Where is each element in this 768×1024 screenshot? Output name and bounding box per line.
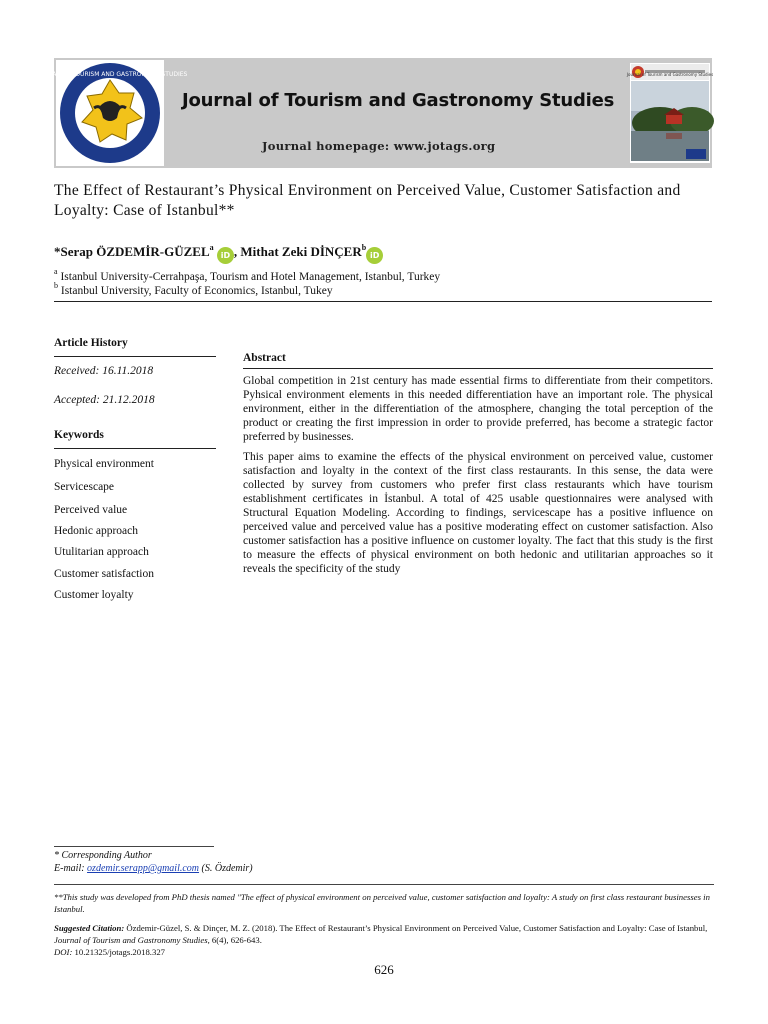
footnote-rule xyxy=(54,846,214,847)
email-line xyxy=(54,863,253,874)
affiliation-b xyxy=(54,281,333,297)
abstract-paragraph: This paper aims to examine the effects of the physical environment on perceived value, customer satisfaction and loyalty in the context of the first class restaurants. In this sense, the data were collected by survey from customers who prefer first class restaurants which have tourism establishment certificates in İstanbul. A total of 425 usable questionnaires were analysed with Structural Equation Modeling. According to findings, servicescape has a positive influence on perceived value and perceived value has a positive moderating effect on customer satisfaction. Also customer satisfaction has a positive influence on customer loyalty. The fact that this study is the first to measure the effects of physical environment on both hedonic and utilitarian approaches so it reveals the specificity of the study xyxy=(243,451,713,575)
received-date: Received: 16.11.2018 xyxy=(54,365,154,377)
email-owner: (S. Özdemir) xyxy=(199,863,253,874)
email-link[interactable]: ozdemir.serapp@gmail.com xyxy=(87,863,200,874)
doi-label: DOI: xyxy=(54,947,75,957)
keyword-item: Perceived value xyxy=(54,504,128,516)
keyword-item: Customer loyalty xyxy=(54,589,134,601)
abstract-paragraph: Global competition in 21st century has made essential firms to differentiate from their competitors. Pyhsical environment elements in this needed differentiation have an important role. The physical environment, either in the differentiation of the atmosphere, changing the total perception of the product or creating the first impression in order to provide preferred, has become a strategic factor preferred by businesses. xyxy=(243,375,713,443)
author-list xyxy=(54,243,383,264)
doi-value[interactable]: 10.21325/jotags.2018.327 xyxy=(74,947,166,957)
citation-authors: Özdemir-Güzel, S. & Dinçer, M. Z. (2018). The Effect of Restaurant’s Physical Environment on Perceived Value, Customer Satisfaction and Loyalty: Case of Istanbul, xyxy=(126,923,708,933)
affiliation-marker: b xyxy=(54,281,58,290)
abstract-rule xyxy=(243,368,713,369)
affiliation-marker: a xyxy=(209,243,214,252)
orcid-icon[interactable]: iD xyxy=(366,247,383,264)
journal-title: Journal of Tourism and Gastronomy Studies xyxy=(182,90,615,111)
keywords-heading: Keywords xyxy=(54,429,104,441)
journal-logo xyxy=(32,60,188,166)
affiliation-marker: a xyxy=(54,267,58,276)
email-label: E-mail: xyxy=(54,863,88,874)
affiliation-text: Istanbul University, Faculty of Economics, Istanbul, Tukey xyxy=(60,285,333,297)
corresponding-author-note: * Corresponding Author xyxy=(54,850,152,861)
footer-rule xyxy=(54,884,714,885)
author-name: Mithat Zeki DİNÇER xyxy=(240,244,362,259)
citation-label: Suggested Citation: xyxy=(54,923,127,933)
accepted-date: Accepted: 21.12.2018 xyxy=(54,394,155,406)
keyword-item: Hedonic approach xyxy=(54,525,138,537)
citation-journal: Journal of Tourism and Gastronomy Studies xyxy=(54,935,208,945)
keywords-rule xyxy=(54,448,216,449)
svg-text:Journal of Tourism and Gastron: Journal of Tourism and Gastronomy Studies xyxy=(626,72,714,77)
section-divider xyxy=(54,301,712,302)
citation-tail: , 6(4), 626-643. xyxy=(207,935,262,945)
keyword-item: Servicescape xyxy=(54,481,115,493)
suggested-citation xyxy=(54,922,716,958)
journal-homepage[interactable]: Journal homepage: www.jotags.org xyxy=(262,139,496,153)
article-title: The Effect of Restaurant’s Physical Environment on Perceived Value, Customer Satisfaction and Loyalty: Case of Istanbul** xyxy=(54,182,681,219)
history-rule xyxy=(54,356,216,357)
keyword-item: Physical environment xyxy=(54,458,154,470)
keyword-item: Utulitarian approach xyxy=(54,546,149,558)
journal-cover-image xyxy=(626,63,714,163)
thesis-note: **This study was developed from PhD thesis named "The effect of physical environment on perceived value, customer satisfaction and loyalty: A study on first class restaurant businesses in Istanbul. xyxy=(54,892,710,914)
svg-text:JOURNAL OF TOURISM AND GASTRON: JOURNAL OF TOURISM AND GASTRONOMY STUDIES xyxy=(32,71,188,78)
affiliation-marker: b xyxy=(361,243,367,252)
abstract-heading: Abstract xyxy=(243,352,286,364)
page-number: 626 xyxy=(374,962,394,977)
article-history-heading: Article History xyxy=(54,337,128,349)
author-separator: , xyxy=(233,244,241,259)
author-name: *Serap ÖZDEMİR-GÜZEL xyxy=(54,244,210,259)
keyword-item: Customer satisfaction xyxy=(54,568,154,580)
orcid-icon[interactable]: iD xyxy=(217,247,234,264)
affiliation-text: Istanbul University-Cerrahpaşa, Tourism and Hotel Management, Istanbul, Turkey xyxy=(60,271,441,283)
